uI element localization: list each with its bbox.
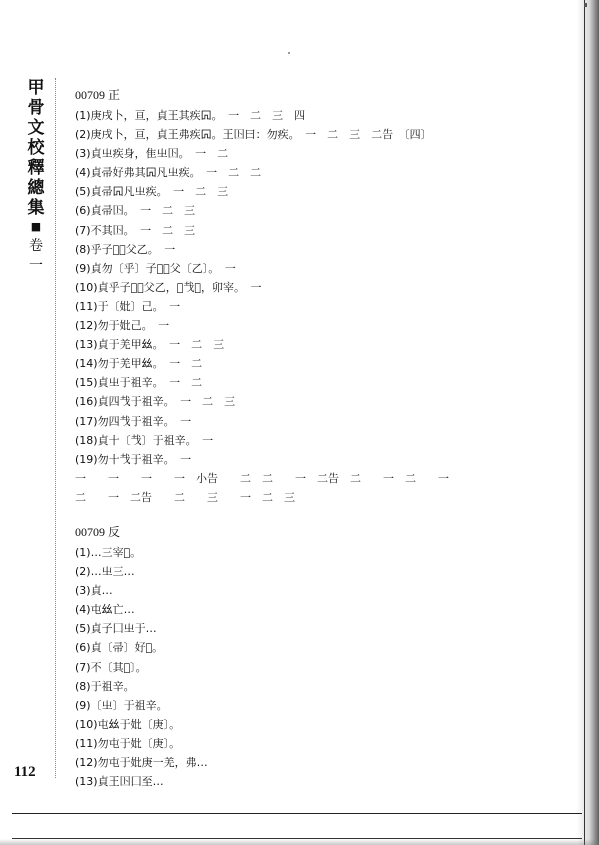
inscription-line: (12)勿屯于妣庚一羌，弗… <box>75 756 208 769</box>
inscription-line: (5)貞帚𠕄凡㞢疾。 一 二 三 <box>75 185 229 199</box>
running-head-char: 釋 <box>27 158 45 178</box>
inscription-line: (4)貞帚好弗其𠕄凡㞢疾。 一 二 二 <box>75 166 262 180</box>
running-head-separator: ■ <box>30 220 42 233</box>
inscription-line: (11)于〔妣〕己。 一 <box>75 299 181 313</box>
running-head-char: 文 <box>27 118 45 138</box>
inscription-line: (17)勿四𢦏于祖辛。 一 <box>75 414 192 428</box>
running-head-char: 甲 <box>27 78 45 98</box>
running-head-char: 校 <box>27 138 45 158</box>
inscription-line: (19)勿十𢦏于祖辛。 一 <box>75 452 192 466</box>
page-edge-line <box>584 0 585 845</box>
running-head-char: 骨 <box>27 98 45 118</box>
running-head-volume-char: 卷 <box>29 238 43 254</box>
obverse-lines <box>75 106 575 507</box>
inscription-line: (1)庚戌卜，亘，貞王其疾𠕄。 一 二 三 四 <box>75 109 306 122</box>
running-head-char: 總 <box>27 178 45 198</box>
inscription-line: (6)貞〔帚〕好𡧊。 <box>75 641 164 655</box>
inscription-line: (15)貞㞢于祖辛。 一 二 <box>75 376 203 390</box>
inscription-line: (3)貞… <box>75 584 113 598</box>
section-heading-obverse: 00709 正 <box>75 88 121 102</box>
running-head-volume-char: 一 <box>29 258 43 274</box>
bottom-shade <box>0 839 599 845</box>
inscription-line: (3)貞㞢疾身，隹㞢𡆥。 一 二 <box>75 147 229 161</box>
inscription-line: (2)…㞢三… <box>75 565 135 579</box>
inscription-line: (4)屯𢆶亡… <box>75 603 135 617</box>
running-head-char: 集 <box>27 198 45 218</box>
inscription-line: (7)不〔其𡧊〕。 <box>75 660 147 674</box>
inscription-line: (14)勿于羌甲𢆶。 一 二 <box>75 357 203 371</box>
reverse-lines <box>75 543 575 791</box>
inscription-line: (8)乎子𡧊𢆶父乙。 一 <box>75 242 176 256</box>
inscription-line: (16)貞四𢦏于祖辛。 一 二 三 <box>75 395 236 409</box>
crack-count-line: 一 一 一 一 小告 二 二 一 二告 二 一 二 一 <box>75 471 449 485</box>
inscription-line: (13)貞于羌甲𢆶。 一 二 三 <box>75 338 225 352</box>
inscription-line: (12)勿于妣己。 一 <box>75 319 170 333</box>
crack-count-line: 二 一 二告 二 三 一 二 三 <box>75 490 295 504</box>
inscription-line: (13)貞王𡆥囗至… <box>75 775 164 789</box>
inscription-line: (9)〔㞢〕于祖辛。 <box>75 698 168 712</box>
inscription-line: (6)貞帚𡆥。 一 二 三 <box>75 204 196 218</box>
inscription-line: (11)勿屯于妣〔庚〕。 <box>75 736 181 750</box>
inscription-line: (10)貞乎子𡧊𢆶父乙，𦎫𢦏𦝠，卯宰。 一 <box>75 280 262 294</box>
footer-rule <box>12 813 582 814</box>
scan-speck <box>288 52 290 54</box>
page-number: 112 <box>14 764 36 780</box>
inscription-line: (8)于祖辛。 <box>75 679 135 693</box>
inscription-line: (7)不其𡆥。 一 二 三 <box>75 223 196 237</box>
inscription-line: (2)庚戌卜，亘，貞王弗疾𠕄。王𡆥曰：勿疾。 一 二 三 二告 〔四〕 <box>75 128 432 142</box>
main-content <box>75 86 575 791</box>
inscription-line: (9)貞勿〔乎〕子𡧊𢆶父〔乙〕。 一 <box>75 261 236 275</box>
inscription-line: (18)貞十〔𢦏〕于祖辛。 一 <box>75 433 214 447</box>
section-gap <box>75 507 575 523</box>
inscription-line: (1)…三宰𡧊。 <box>75 545 142 559</box>
scan-mark <box>584 3 587 7</box>
inscription-line: (5)貞子囗㞢于… <box>75 622 157 636</box>
margin-dotted-rule <box>55 78 56 778</box>
inscription-line: (10)屯𢆶于妣〔庚〕。 <box>75 717 181 731</box>
page-edge-shadow <box>577 0 599 845</box>
section-heading-reverse: 00709 反 <box>75 524 121 539</box>
running-head <box>24 78 48 276</box>
